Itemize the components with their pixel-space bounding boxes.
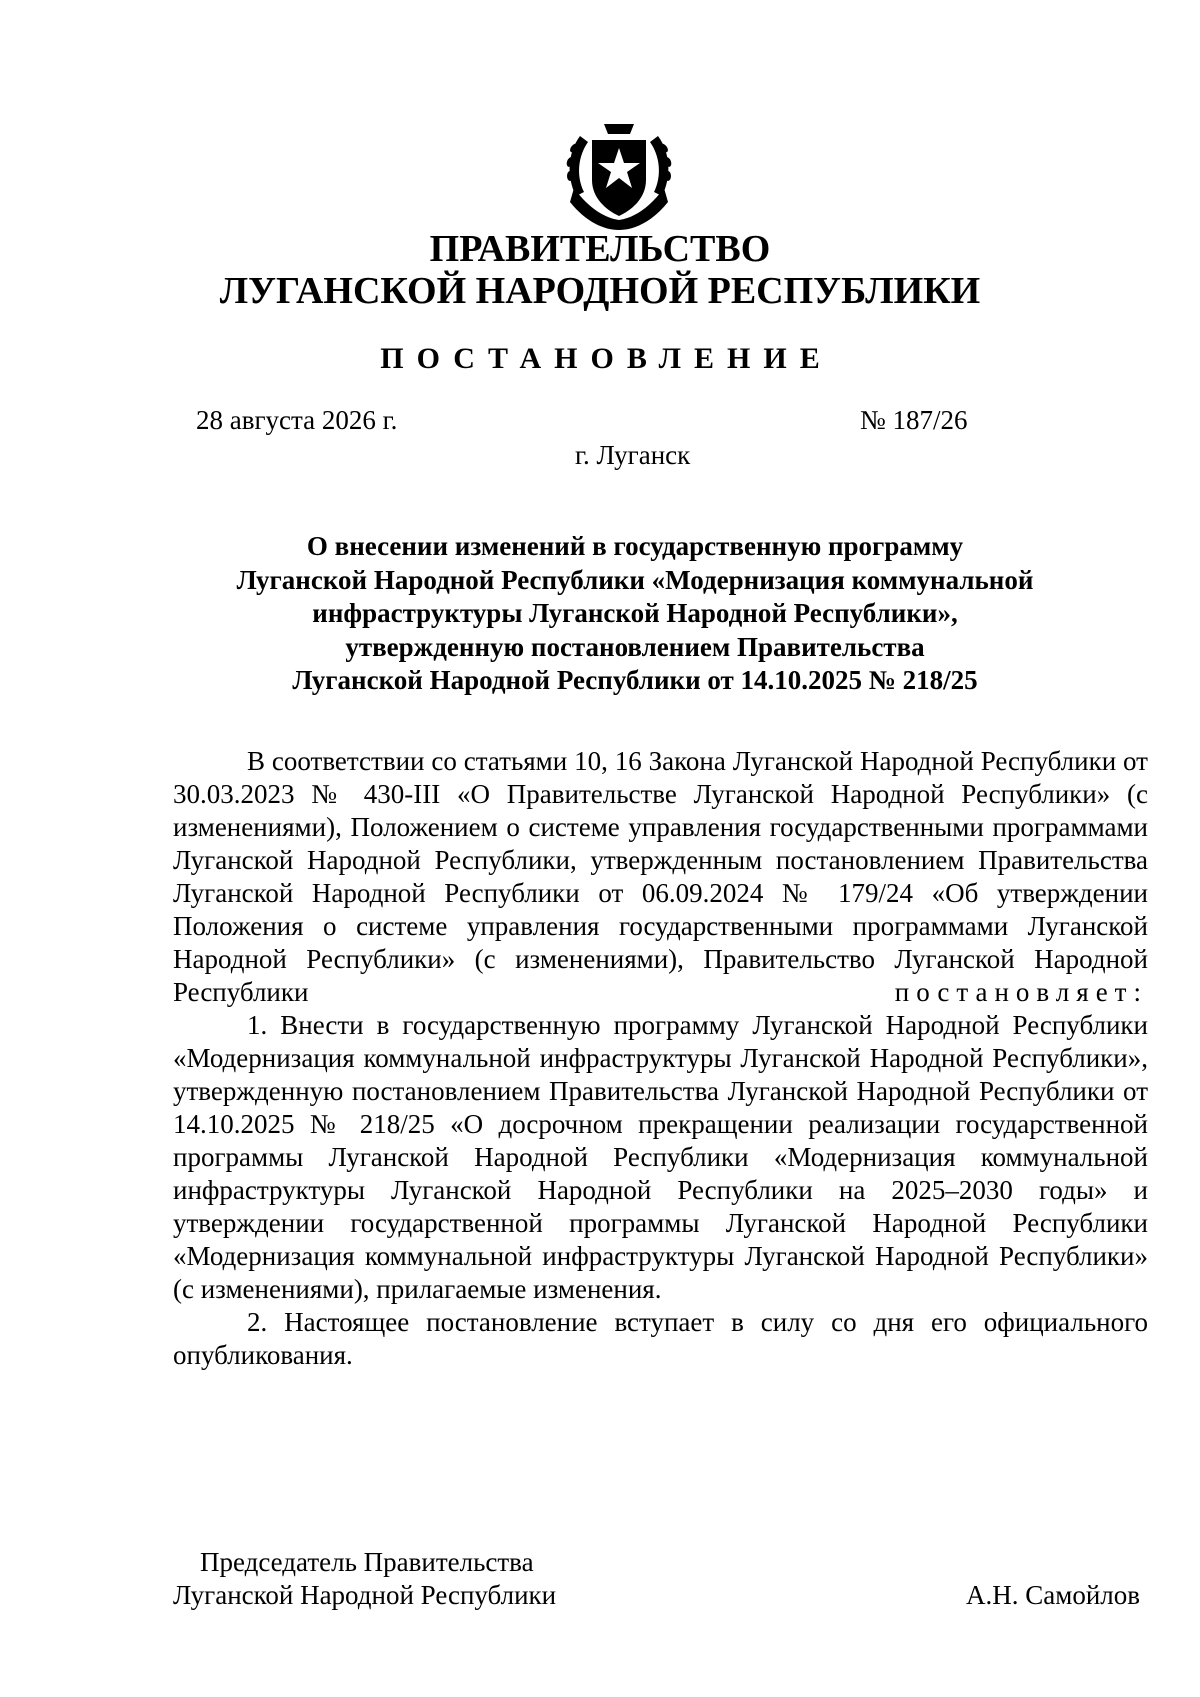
subject-line: инфраструктуры Луганской Народной Республики», <box>312 598 958 628</box>
document-subject <box>200 530 1070 698</box>
item-1-paragraph: 1. Внести в государственную программу Луганской Народной Республики «Модернизация коммунальной инфраструктуры Луганской Народной Республики», утвержденную постановлением Правительства Луганской Народной Республики от 14.10.2025 № 218/25 «О досрочном прекращении реализации государственной программы Луганской Народной Республики «Модернизация коммунальной инфраструктуры Луганской Народной Республики на 2025–2030 годы» и утверждении государственной программы Луганской Народной Республики «Модернизация коммунальной инфраструктуры Луганской Народной Республики» (с изменениями), прилагаемые изменения. <box>173 1010 1148 1304</box>
resolves-word: постановляет: <box>894 977 1148 1007</box>
document-type: ПОСТАНОВЛЕНИЕ <box>380 342 833 375</box>
government-name-line2: ЛУГАНСКОЙ НАРОДНОЙ РЕСПУБЛИКИ <box>219 270 981 312</box>
government-name-line1: ПРАВИТЕЛЬСТВО <box>429 228 771 270</box>
document-city: г. Луганск <box>575 440 691 470</box>
subject-line: утвержденную постановлением Правительства <box>345 631 925 662</box>
document-date: 28 августа 2026 г. <box>196 405 398 435</box>
government-heading <box>0 228 1200 312</box>
preamble-paragraph <box>173 745 1148 1009</box>
subject-line: Луганской Народной Республики «Модернизация коммунальной <box>236 564 1034 595</box>
item-2-paragraph: 2. Настоящее постановление вступает в силу со дня его официального опубликования. <box>173 1307 1148 1370</box>
preamble-text: В соответствии со статьями 10, 16 Закона Луганской Народной Республики от 30.03.2023 № 430-III «О Правительстве Луганской Народной Республики» (с изменениями), Положением о системе управления государственными программами Луганской Народной Республики, утвержденным постановлением Правительства Луганской Народной Республики от 06.09.2024 № 179/24 «Об утверждении Положения о системе управления государственными программами Луганской Народной Республики» (с изменениями), Правительство Луганской Народной Республики <box>173 746 1148 1007</box>
signatory-name: А.Н. Самойлов <box>966 1580 1140 1610</box>
signatory-title-line2: Луганской Народной Республики <box>173 1580 557 1610</box>
document-number: № 187/26 <box>860 405 968 435</box>
subject-line: О внесении изменений в государственную программу <box>306 531 964 561</box>
subject-line: Луганской Народной Республики от 14.10.2025 № 218/25 <box>292 665 978 695</box>
signatory-title-line1: Председатель Правительства <box>200 1547 534 1577</box>
coat-of-arms-icon <box>560 118 678 230</box>
document-body <box>173 745 1148 1372</box>
